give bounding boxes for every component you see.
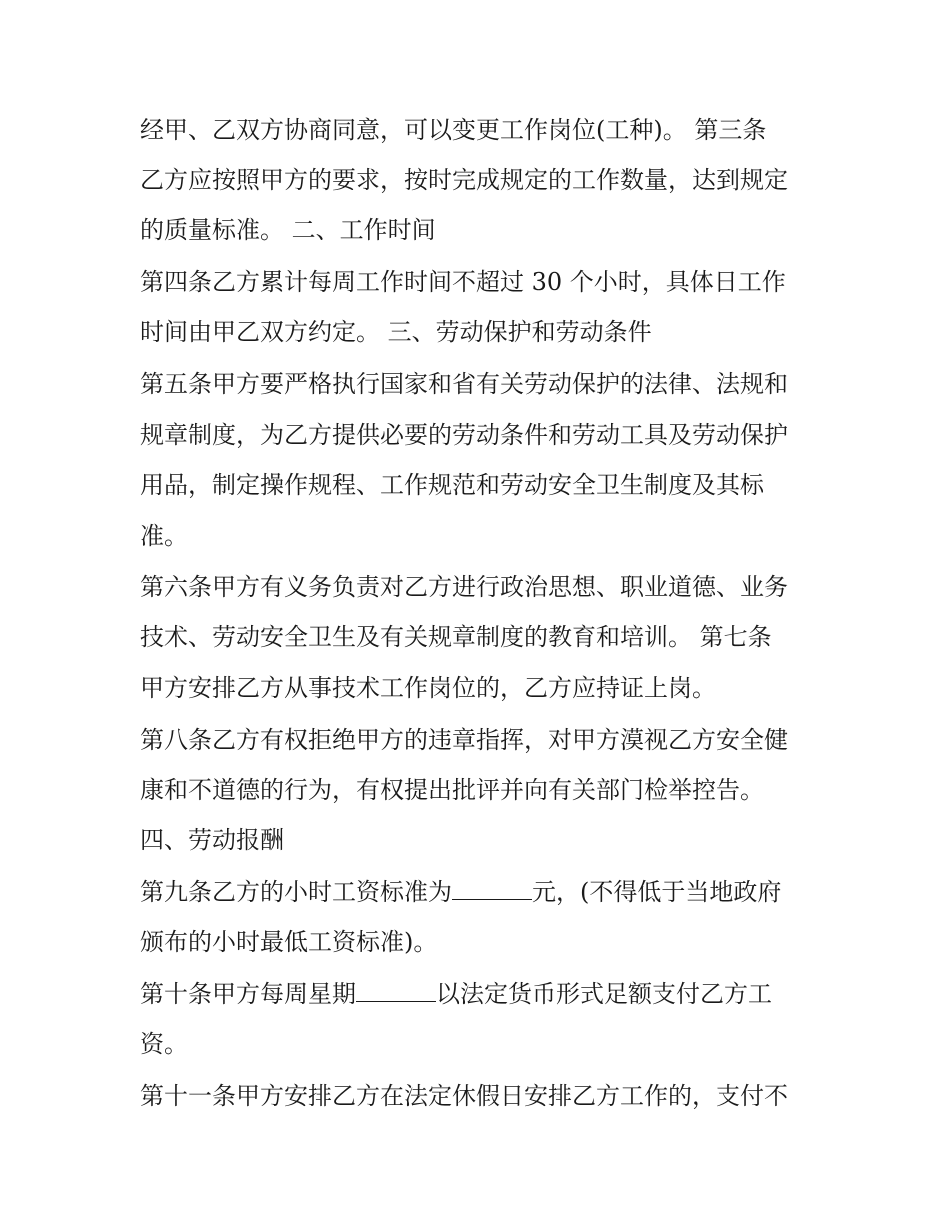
hourly-wage-blank [452, 877, 532, 900]
text-line-4: 第四条乙方累计每周工作时间不超过 30 个小时，具体日工作 [140, 268, 786, 296]
text-line-5: 时间由甲乙双方约定。 三、劳动保护和劳动条件 [140, 318, 652, 346]
text-line-2: 乙方应按照甲方的要求，按时完成规定的工作数量，达到规定 [140, 166, 788, 194]
text-line-8: 用品，制定操作规程、工作规范和劳动安全卫生制度及其标 [140, 471, 764, 499]
payday-line-after: 以法定货币形式足额支付乙方工 [436, 980, 772, 1008]
text-line-9: 准。 [140, 522, 188, 550]
text-line-6: 第五条甲方要严格执行国家和省有关劳动保护的法律、法规和 [140, 370, 788, 398]
payday-line-before: 第十条甲方每周星期 [140, 980, 356, 1008]
wage-line-after: 元，(不得低于当地政府 [532, 878, 782, 906]
text-line-11: 技术、劳动安全卫生及有关规章制度的教育和培训。 第七条 [140, 623, 772, 651]
text-line-1: 经甲、乙双方协商同意，可以变更工作岗位(工种)。 第三条 [140, 116, 767, 144]
section-heading-wages: 四、劳动报酬 [140, 826, 284, 854]
payday-line [140, 974, 820, 1014]
text-line-last: 第十一条甲方安排乙方在法定休假日安排乙方工作的，支付不 [140, 1082, 788, 1110]
text-line-13: 第八条乙方有权拒绝甲方的违章指挥，对甲方漠视乙方安全健 [140, 726, 788, 754]
text-line-14: 康和不道德的行为，有权提出批评并向有关部门检举控告。 [140, 776, 764, 804]
payday-line-continued: 资。 [140, 1030, 188, 1058]
text-line-7: 规章制度，为乙方提供必要的劳动条件和劳动工具及劳动保护 [140, 421, 788, 449]
text-line-10: 第六条甲方有义务负责对乙方进行政治思想、职业道德、业务 [140, 573, 788, 601]
wage-line-continued: 颁布的小时最低工资标准)。 [140, 928, 438, 956]
text-line-12: 甲方安排乙方从事技术工作岗位的，乙方应持证上岗。 [140, 674, 716, 702]
text-line-3: 的质量标准。 二、工作时间 [140, 216, 436, 244]
wage-line [140, 872, 820, 912]
payday-weekday-blank [356, 979, 436, 1002]
wage-line-before: 第九条乙方的小时工资标准为 [140, 878, 452, 906]
